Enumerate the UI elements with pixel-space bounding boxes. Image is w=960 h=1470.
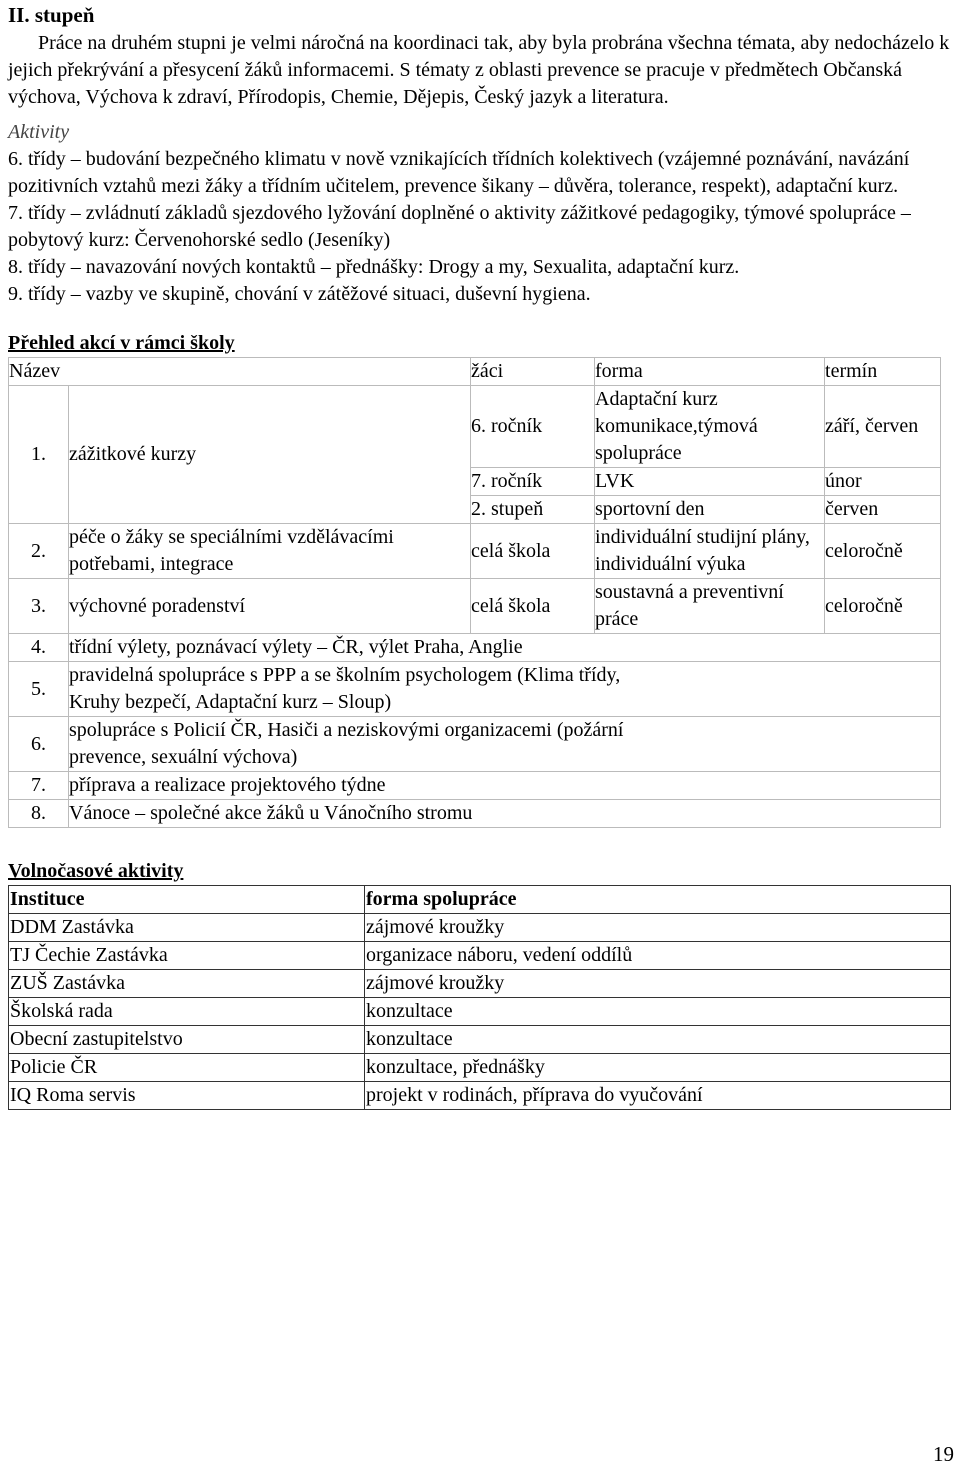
header-termin: termín [825, 358, 941, 386]
row-number: 8. [9, 800, 69, 828]
row-name: zážitkové kurzy [69, 386, 471, 524]
row-text: příprava a realizace projektového týdne [69, 772, 941, 800]
activity-item [8, 200, 952, 254]
table-row [9, 970, 951, 998]
row-number: 3. [9, 579, 69, 634]
cell-instituce: DDM Zastávka [9, 914, 365, 942]
table-row [9, 717, 941, 772]
row-name: výchovné poradenství [69, 579, 471, 634]
row-termin: celoročně [825, 579, 941, 634]
row-name: péče o žáky se speciálními vzdělávacími potřebami, integrace [69, 524, 471, 579]
row-zaci: celá škola [471, 579, 595, 634]
activity-text: třídy – vazby ve skupině, chování v zátěžové situaci, duševní hygiena. [28, 283, 591, 305]
table-row [9, 1082, 951, 1110]
activity-number: 6. [8, 148, 23, 170]
cell-forma: organizace náboru, vedení oddílů [365, 942, 951, 970]
row-number: 4. [9, 634, 69, 662]
prehled-title: Přehled akcí v rámci školy [8, 332, 235, 354]
cell-forma: konzultace, přednášky [365, 1054, 951, 1082]
row-text: spolupráce s Policií ČR, Hasiči a neziskovými organizacemi (požární prevence, sexuální výchova) [69, 717, 941, 772]
row-forma: Adaptační kurz komunikace,týmová spolupráce [595, 386, 825, 468]
table-row [9, 914, 951, 942]
row-text: pravidelná spolupráce s PPP a se školním psychologem (Klima třídy, Kruhy bezpečí, Adaptační kurz – Sloup) [69, 662, 941, 717]
activity-number: 8. [8, 256, 23, 278]
page-number: 19 [933, 1442, 954, 1466]
cell-forma: konzultace [365, 998, 951, 1026]
table-row [9, 942, 951, 970]
row-termin: září, červen [825, 386, 941, 468]
cell-instituce: Školská rada [9, 998, 365, 1026]
row-text: Vánoce – společné akce žáků u Vánočního stromu [69, 800, 941, 828]
activity-text: třídy – zvládnutí základů sjezdového lyžování doplněné o aktivity zážitkové pedagogiky, týmové spolupráce – pobytový kurz: Červenohorské sedlo (Jeseníky) [8, 202, 911, 251]
activity-number: 9. [8, 283, 23, 305]
row-forma: individuální studijní plány, individuální výuka [595, 524, 825, 579]
aktivity-heading: Aktivity [8, 121, 70, 143]
table-row [9, 662, 941, 717]
table-row [9, 1026, 951, 1054]
table-row [9, 772, 941, 800]
cell-forma: zájmové kroužky [365, 970, 951, 998]
row-termin: celoročně [825, 524, 941, 579]
cell-instituce: ZUŠ Zastávka [9, 970, 365, 998]
cell-forma: konzultace [365, 1026, 951, 1054]
prehled-table [8, 357, 941, 828]
row-number: 6. [9, 717, 69, 772]
row-forma: soustavná a preventivní práce [595, 579, 825, 634]
intro-paragraph: Práce na druhém stupni je velmi náročná na koordinaci tak, aby byla probrána všechna témata, aby nedocházelo k jejich překrývání a přesycení žáků informacemi. S tématy z oblasti prevence se pracuje v předmětech Občanská výchova, Výchova k zdraví, Přírodopis, Chemie, Dějepis, Český jazyk a literatura. [8, 32, 950, 108]
table-row [9, 998, 951, 1026]
activity-item [8, 281, 952, 308]
cell-instituce: TJ Čechie Zastávka [9, 942, 365, 970]
row-number: 7. [9, 772, 69, 800]
table-header-row [9, 358, 941, 386]
activity-item [8, 146, 952, 200]
document-page [8, 0, 952, 1110]
row-number: 2. [9, 524, 69, 579]
header-forma-spoluprace: forma spolupráce [365, 886, 951, 914]
row-zaci: 2. stupeň [471, 496, 595, 524]
row-forma: sportovní den [595, 496, 825, 524]
header-instituce: Instituce [9, 886, 365, 914]
cell-instituce: IQ Roma servis [9, 1082, 365, 1110]
header-nazev: Název [9, 358, 471, 386]
row-zaci: 6. ročník [471, 386, 595, 468]
table-row [9, 524, 941, 579]
section-heading: II. stupeň [8, 3, 95, 27]
row-zaci: 7. ročník [471, 468, 595, 496]
table-header-row [9, 886, 951, 914]
activity-item [8, 254, 952, 281]
table-row [9, 386, 941, 468]
header-zaci: žáci [471, 358, 595, 386]
table-row [9, 579, 941, 634]
cell-forma: projekt v rodinách, příprava do vyučování [365, 1082, 951, 1110]
cell-instituce: Policie ČR [9, 1054, 365, 1082]
row-termin: červen [825, 496, 941, 524]
activity-text: třídy – budování bezpečného klimatu v nově vznikajících třídních kolektivech (vzájemné poznávání, navázání pozitivních vztahů mezi žáky a třídním učitelem, prevence šikany – důvěra, tolerance, respekt), adaptační kurz. [8, 148, 910, 197]
row-number: 5. [9, 662, 69, 717]
activity-number: 7. [8, 202, 23, 224]
activity-text: třídy – navazování nových kontaktů – přednášky: Drogy a my, Sexualita, adaptační kurz. [28, 256, 740, 278]
table-row [9, 1054, 951, 1082]
row-zaci: celá škola [471, 524, 595, 579]
row-forma: LVK [595, 468, 825, 496]
table-row [9, 800, 941, 828]
row-number: 1. [9, 386, 69, 524]
row-text: třídní výlety, poznávací výlety – ČR, výlet Praha, Anglie [69, 634, 941, 662]
cell-instituce: Obecní zastupitelstvo [9, 1026, 365, 1054]
header-forma: forma [595, 358, 825, 386]
volnocasove-table [8, 885, 951, 1110]
table-row [9, 634, 941, 662]
volnocasove-title: Volnočasové aktivity [8, 860, 184, 882]
row-termin: únor [825, 468, 941, 496]
cell-forma: zájmové kroužky [365, 914, 951, 942]
